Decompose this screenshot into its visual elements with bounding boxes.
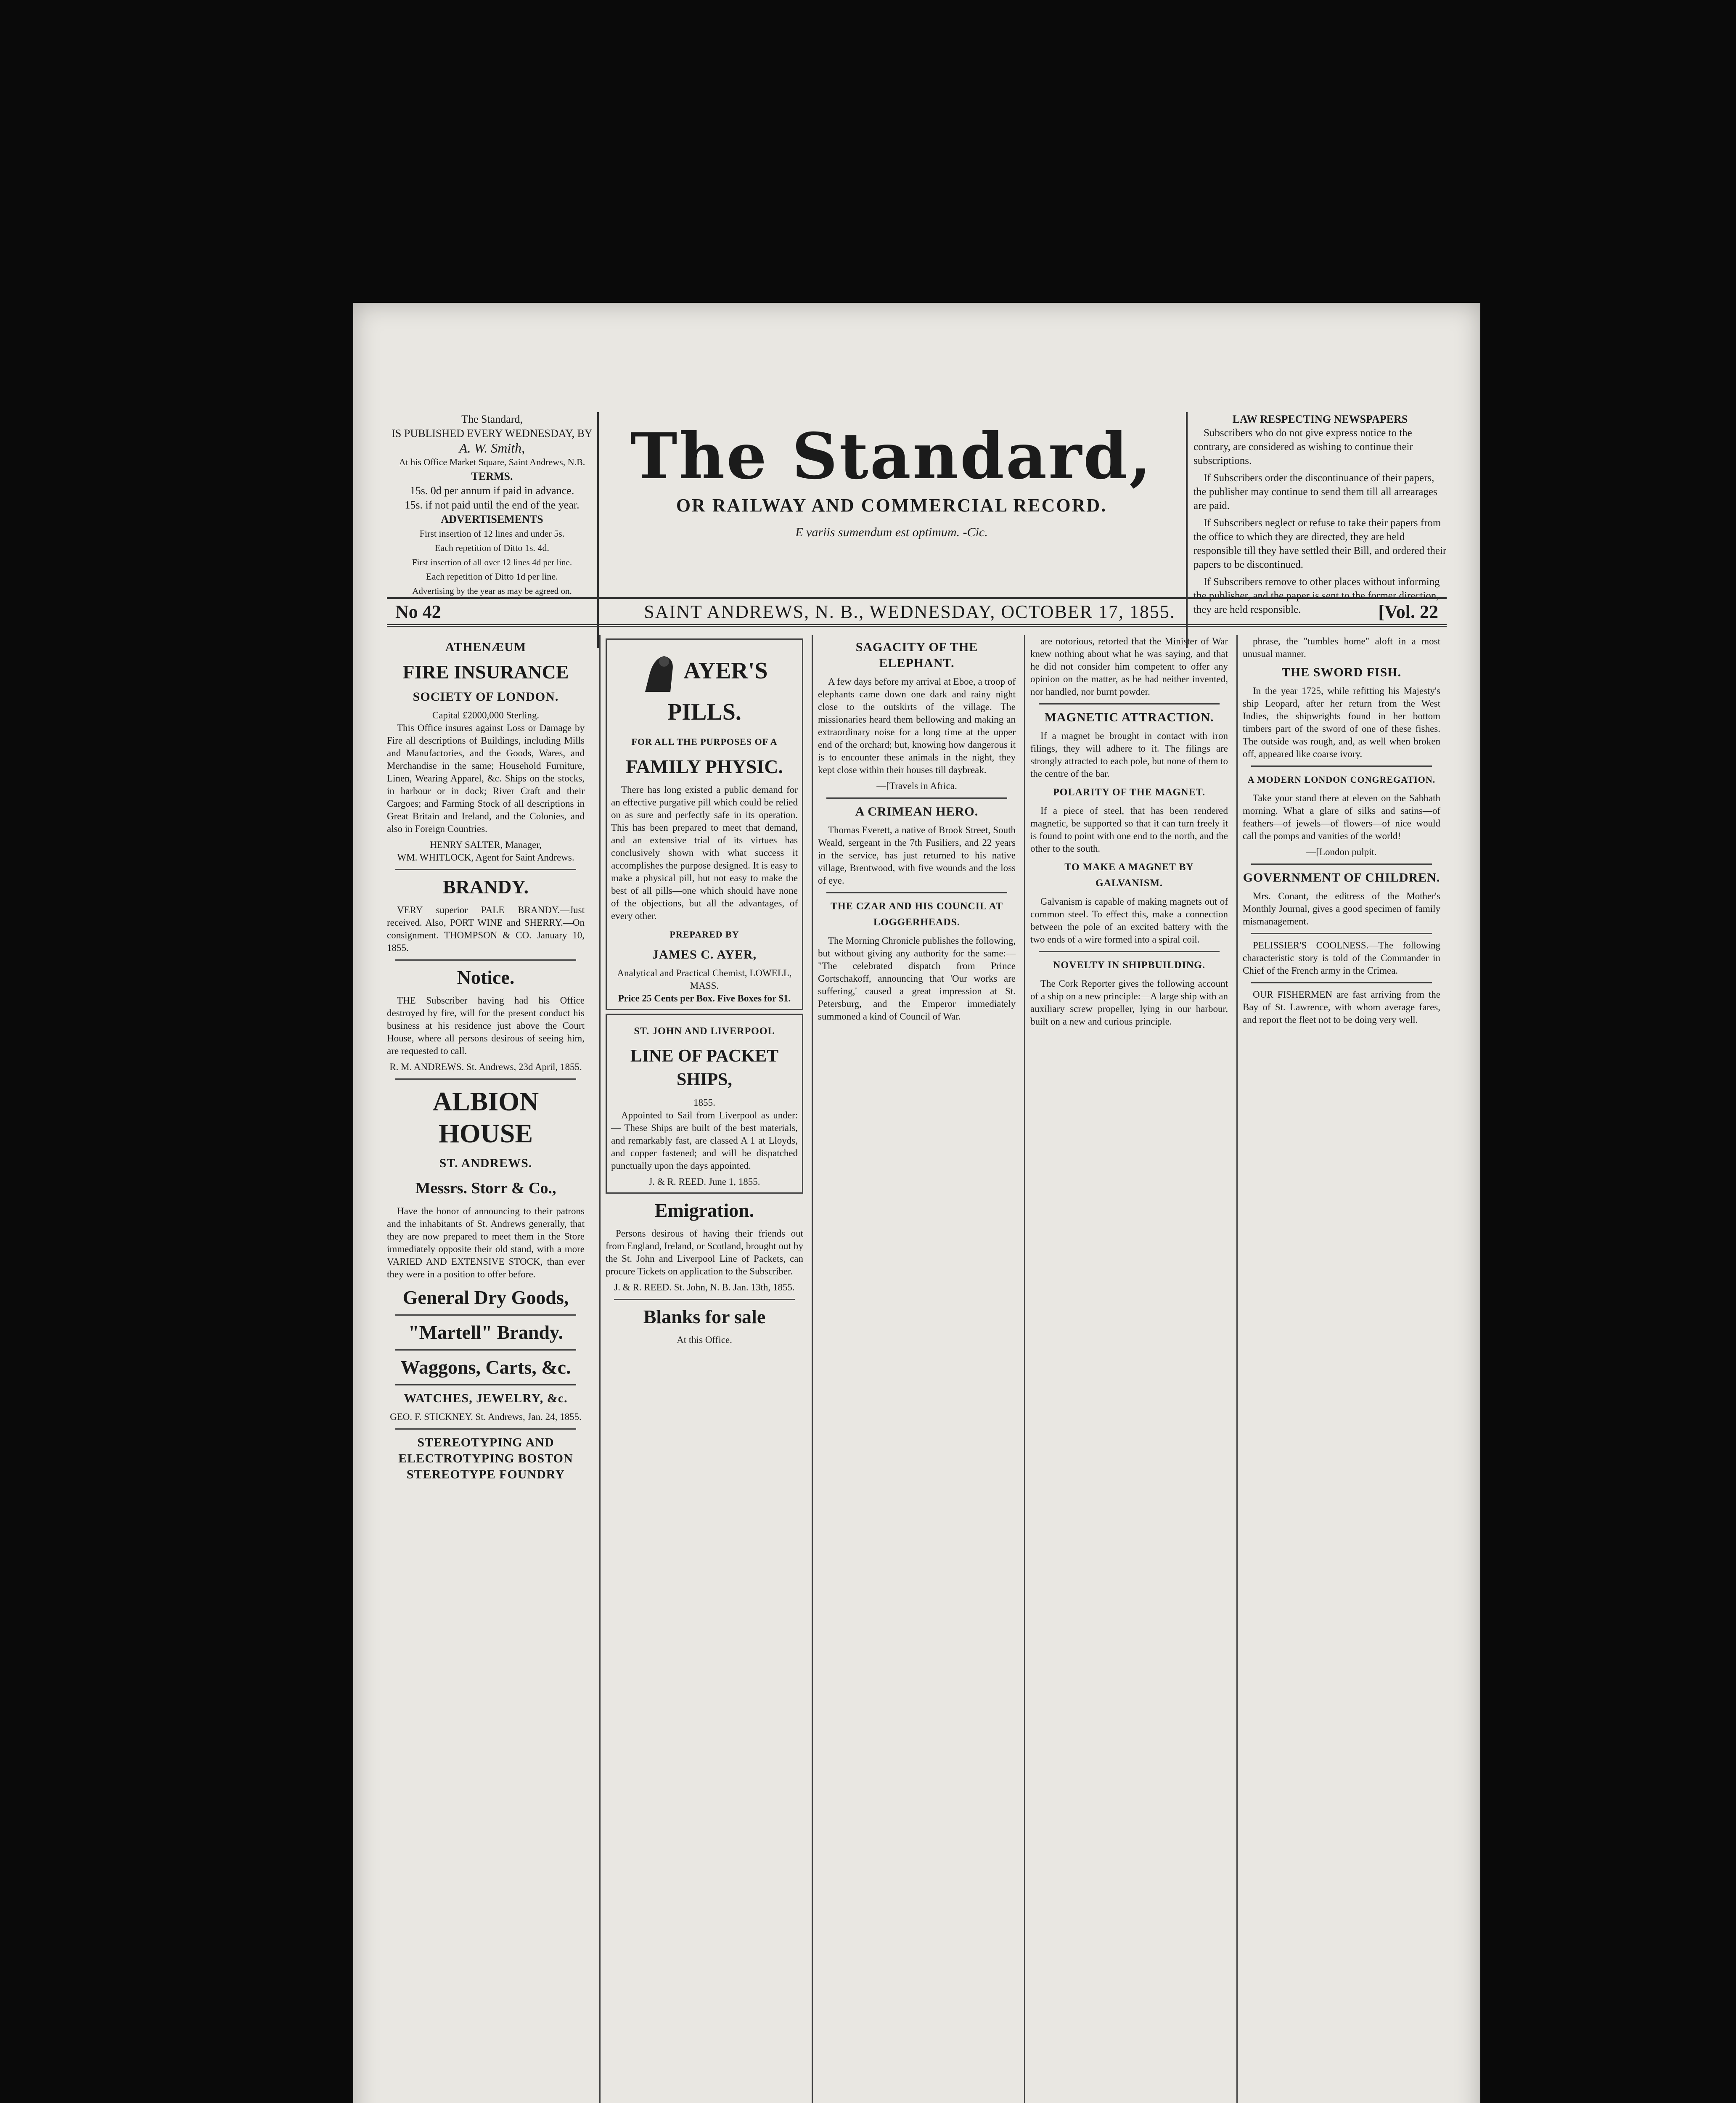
shipbuilding-body: The Cork Reporter gives the following account of a ship on a new principle:—A large ship with an auxiliary screw propeller, lying in our harbour, built on a new and curious principle. — [1030, 978, 1228, 1027]
newspaper-motto: E variis sumendum est optimum. -Cic. — [795, 525, 988, 539]
divider — [395, 1349, 576, 1351]
fire-insurance-manager: HENRY SALTER, Manager, — [430, 840, 542, 850]
galvanism-body: Galvanism is capable of making magnets out of common steel. To effect this, make a connection between the pole of an excited battery with the two ends of a wire formed into a spiral coil. — [1030, 896, 1228, 945]
divider — [395, 959, 576, 961]
polarity-body: If a piece of steel, that has been rendered magnetic, be supported so that it can turn freely it is found to point with one end to the north, and the other to the south. — [1030, 805, 1228, 854]
publisher-line: A. W. Smith, — [459, 441, 525, 455]
divider — [1251, 982, 1432, 983]
albion-house-title: ALBION HOUSE — [432, 1086, 539, 1148]
children-body: Mrs. Conant, the editress of the Mother's Monthly Journal, gives a good specimen of family mismanagement. — [1243, 891, 1440, 927]
lion-crest-icon — [641, 650, 679, 696]
publisher-line: The Standard, — [461, 413, 523, 425]
law-notice-paragraph: If Subscribers neglect or refuse to take their papers from the office to which they are directed, they are held responsible till they have settled their Bill, and ordered their papers to be discontinued. — [1194, 517, 1447, 570]
volume-number: [Vol. 22 — [1378, 601, 1438, 622]
emigration-body: Persons desirous of having their friends out from England, Ireland, or Scotland, brought out by the St. John and Liverpool Line of Packets, can procure Tickets on application to the Subscriber. — [606, 1228, 803, 1277]
albion-house-firm: Messrs. Storr & Co., — [415, 1179, 556, 1197]
elephant-article-title: SAGACITY OF THE ELEPHANT. — [855, 640, 978, 670]
children-title: GOVERNMENT OF CHILDREN. — [1243, 871, 1440, 885]
columns — [387, 635, 1447, 2103]
issue-date: SAINT ANDREWS, N. B., WEDNESDAY, OCTOBER 17, 1855. — [644, 601, 1175, 622]
congregation-title: A MODERN LONDON CONGREGATION. — [1247, 774, 1436, 785]
fire-insurance-body: This Office insures against Loss or Damage by Fire all descriptions of Buildings, including Mills and Manufactories, and the Goods, Wares, and Merchandise in the same; Household Furniture, Linen, Wearing Apparel, &c. Ships on the stocks, in harbour or in dock; River Craft and their Cargoes; and Farming Stock of all descriptions in Great Britain and Ireland, and the Colonies, and also in Foreign Countries. — [387, 723, 585, 834]
column-1 — [387, 635, 585, 2103]
crimean-hero-title: A CRIMEAN HERO. — [855, 805, 979, 818]
crimean-hero-body: Thomas Everett, a native of Brook Street, South Weald, sergeant in the 7th Fusiliers, and 22 years in the service, has just returned to his native village, Brentwood, with five wounds and the loss of eye. — [818, 825, 1016, 886]
packet-ships-ad — [606, 1014, 803, 1194]
divider — [826, 892, 1007, 893]
ayers-pills-title: AYER'S PILLS. — [667, 657, 768, 725]
law-notice-paragraph: If Subscribers remove to other places without informing the publisher, and the paper is sent to the former direction, they are held responsible. — [1194, 576, 1440, 615]
blanks-title: Blanks for sale — [643, 1306, 766, 1327]
law-notice-paragraph: Subscribers who do not give express notice to the contrary, are considered as wishing to continue their subscriptions. — [1194, 427, 1413, 466]
magnetic-attraction-title: MAGNETIC ATTRACTION. — [1044, 710, 1214, 724]
sword-fish-title: THE SWORD FISH. — [1281, 665, 1402, 679]
ayers-pills-family-physic: FAMILY PHYSIC. — [626, 756, 783, 777]
congregation-source: —[London pulpit. — [1306, 847, 1377, 857]
packet-ships-kicker: ST. JOHN AND LIVERPOOL — [634, 1026, 775, 1037]
publisher-line: First insertion of all over 12 lines 4d per line. — [412, 557, 572, 567]
column-5 — [1236, 635, 1440, 2103]
stereotyping-heading: STEREOTYPING AND ELECTROTYPING BOSTON STEREOTYPE FOUNDRY — [398, 1436, 573, 1481]
publisher-line: Each repetition of Ditto 1s. 4d. — [435, 543, 549, 553]
ayers-pills-price: Price 25 Cents per Box. Five Boxes for $1. — [618, 993, 791, 1004]
emigration-title: Emigration. — [654, 1200, 754, 1221]
notice-signature: R. M. ANDREWS. St. Andrews, 23d April, 1855. — [389, 1062, 582, 1072]
divider — [614, 1299, 795, 1300]
pelissier-body: PELISSIER'S COOLNESS.—The following characteristic story is told of the Commander in Chief of the French army in the Crimea. — [1243, 940, 1440, 976]
divider — [1251, 863, 1432, 865]
ayers-pills-body: There has long existed a public demand for an effective purgative pill which could be relied on as sure and perfectly safe in its operation. This has been prepared to meet that demand, and an extensive trial of its virtues has conclusively shown with what success it accomplishes the purpose designed. It is easy to make a physical pill, but not easy to make the best of all pills—one which should have none of the objections, but all the advantages, of every other. — [611, 784, 798, 921]
notice-body: THE Subscriber having had his Office destroyed by fire, will for the present conduct his business at his residence just above the Court House, where all persons desirous of seeing him, are requested to call. — [387, 995, 585, 1056]
publisher-line: TERMS. — [471, 470, 513, 482]
magnetic-attraction-body: If a magnet be brought in contact with iron filings, they will adhere to it. The filings are strongly attracted to each pole, but none of them to the centre of the bar. — [1030, 731, 1228, 779]
notice-title: Notice. — [457, 967, 515, 988]
fire-insurance-kicker: ATHENÆUM — [445, 640, 527, 654]
publisher-line: First insertion of 12 lines and under 5s. — [419, 528, 565, 539]
blanks-subtitle: At this Office. — [677, 1335, 732, 1345]
dry-goods-heading: General Dry Goods, — [402, 1287, 569, 1308]
fire-insurance-title: FIRE INSURANCE — [402, 661, 569, 683]
fire-insurance-agent: WM. WHITLOCK, Agent for Saint Andrews. — [397, 852, 574, 863]
publisher-line: At his Office Market Square, Saint Andrews, N.B. — [399, 457, 585, 467]
issue-number: No 42 — [395, 601, 441, 622]
ayers-pills-subtitle: FOR ALL THE PURPOSES OF A — [631, 736, 778, 747]
newspaper-page — [353, 303, 1480, 2103]
fishermen-body: OUR FISHERMEN are fast arriving from the Bay of St. Lawrence, with whom average fares, and report the fleet not to be doing very well. — [1243, 989, 1440, 1025]
packet-ships-title: LINE OF PACKET SHIPS, — [630, 1046, 779, 1089]
brandy-title: BRANDY. — [442, 876, 529, 898]
publisher-line: 15s. 0d per annum if paid in advance. — [410, 485, 574, 497]
column-4 — [1024, 635, 1228, 2103]
galvanism-title: TO MAKE A MAGNET BY GALVANISM. — [1064, 862, 1194, 889]
polarity-title: POLARITY OF THE MAGNET. — [1053, 787, 1205, 798]
emigration-signature: J. & R. REED. St. John, N. B. Jan. 13th, 1855. — [614, 1282, 795, 1293]
publisher-line: Advertising by the year as may be agreed on. — [412, 586, 572, 596]
column-4-continuation: are notorious, retorted that the Minister of War knew nothing about what he was saying, and that he did not consider him competent to offer any opinion on the matter, as he had neither invented, nor handled, nor burnt powder. — [1030, 636, 1228, 697]
czar-council-body: The Morning Chronicle publishes the following, but without giving any authority for the same:— "The celebrated dispatch from Prince Gortschakoff, announcing that 'Our works are suffering,' caused a great impression at St. Petersburg, and the Emperor immediately summoned a kind of Council of War. — [818, 935, 1016, 1022]
law-notice-paragraph: If Subscribers order the discontinuance of their papers, the publisher may continue to send them till all arrearages are paid. — [1194, 472, 1437, 511]
divider — [395, 1314, 576, 1316]
watches-signature: GEO. F. STICKNEY. St. Andrews, Jan. 24, 1855. — [390, 1412, 582, 1422]
congregation-body: Take your stand there at eleven on the Sabbath morning. What a glare of silks and satins—of feathers—of jewels—of flowers—of nice would call the pomps and vanities of the world! — [1243, 793, 1440, 841]
dateline — [387, 597, 1447, 627]
brandy-body: VERY superior PALE BRANDY.—Just received. Also, PORT WINE and SHERRY.—On consignment. THOMPSON & CO. January 10, 1855. — [387, 905, 585, 953]
divider — [1039, 951, 1220, 952]
divider — [395, 1384, 576, 1385]
divider — [1251, 933, 1432, 934]
ayers-pills-maker: JAMES C. AYER, — [652, 948, 757, 961]
newspaper-subtitle: OR RAILWAY AND COMMERCIAL RECORD. — [676, 495, 1107, 516]
law-notice-heading: LAW RESPECTING NEWSPAPERS — [1232, 413, 1408, 425]
czar-council-title: THE CZAR AND HIS COUNCIL AT LOGGERHEADS. — [831, 901, 1003, 928]
sword-fish-body: In the year 1725, while refitting his Majesty's ship Leopard, after her return from the West Indies, the shipwrights found in her bottom timbers part of the sword of one of these fishes. The outside was rough, and, as well when broken off, appeared like coarse ivory. — [1243, 686, 1440, 759]
divider — [395, 1078, 576, 1080]
fire-insurance-society: SOCIETY OF LONDON. — [413, 690, 559, 704]
ayers-pills-prepared: PREPARED BY — [670, 929, 739, 940]
divider — [826, 797, 1007, 799]
column-5-continuation: phrase, the "tumbles home" aloft in a most unusual manner. — [1243, 636, 1440, 659]
albion-house-location: ST. ANDREWS. — [439, 1156, 532, 1170]
divider — [395, 1428, 576, 1430]
ayers-pills-ad — [606, 638, 803, 1010]
divider — [395, 869, 576, 870]
albion-house-body: Have the honor of announcing to their patrons and the inhabitants of St. Andrews generally, that they are now prepared to meet them in the Store immediately opposite their old stand, with a more VARIED AND EXTENSIVE STOCK, than ever they were in a position to offer before. — [387, 1206, 585, 1279]
newspaper-title: The Standard, — [630, 419, 1153, 493]
publisher-line: ADVERTISEMENTS — [441, 513, 543, 525]
column-3 — [812, 635, 1016, 2103]
waggons-heading: Waggons, Carts, &c. — [400, 1356, 571, 1378]
packet-ships-year: 1855. — [693, 1097, 715, 1108]
publisher-line: 15s. if not paid until the end of the year. — [405, 499, 580, 511]
packet-ships-body: Appointed to Sail from Liverpool as under:— These Ships are built of the best materials, and remarkably fast, are classed A 1 at Lloyds, and copper fastened; and will be dispatched punctually upon the days appointed. — [611, 1110, 798, 1171]
divider — [1039, 703, 1220, 705]
column-2 — [599, 635, 803, 2103]
publisher-line: Each repetition of Ditto 1d per line. — [426, 571, 558, 582]
fire-insurance-capital: Capital £2000,000 Sterling. — [432, 710, 540, 720]
packet-ships-signature: J. & R. REED. June 1, 1855. — [648, 1176, 760, 1187]
elephant-article-source: —[Travels in Africa. — [876, 781, 957, 791]
publisher-line: IS PUBLISHED EVERY WEDNESDAY, BY — [392, 427, 593, 440]
ayers-pills-chemist: Analytical and Practical Chemist, LOWELL, MASS. — [617, 968, 792, 991]
divider — [1251, 765, 1432, 767]
martell-brandy-heading: "Martell" Brandy. — [408, 1322, 563, 1343]
shipbuilding-title: NOVELTY IN SHIPBUILDING. — [1053, 960, 1205, 971]
elephant-article-body: A few days before my arrival at Eboe, a troop of elephants came down one dark and rainy night close to the outskirts of the village. The missionaries heard them bellowing and making an extraordinary noise for a long time at the upper end of the orchard; but, knowing how dangerous it is to encounter these animals in the night, they kept close within their houses till daybreak. — [818, 676, 1016, 775]
watches-heading: WATCHES, JEWELRY, &c. — [404, 1391, 568, 1405]
